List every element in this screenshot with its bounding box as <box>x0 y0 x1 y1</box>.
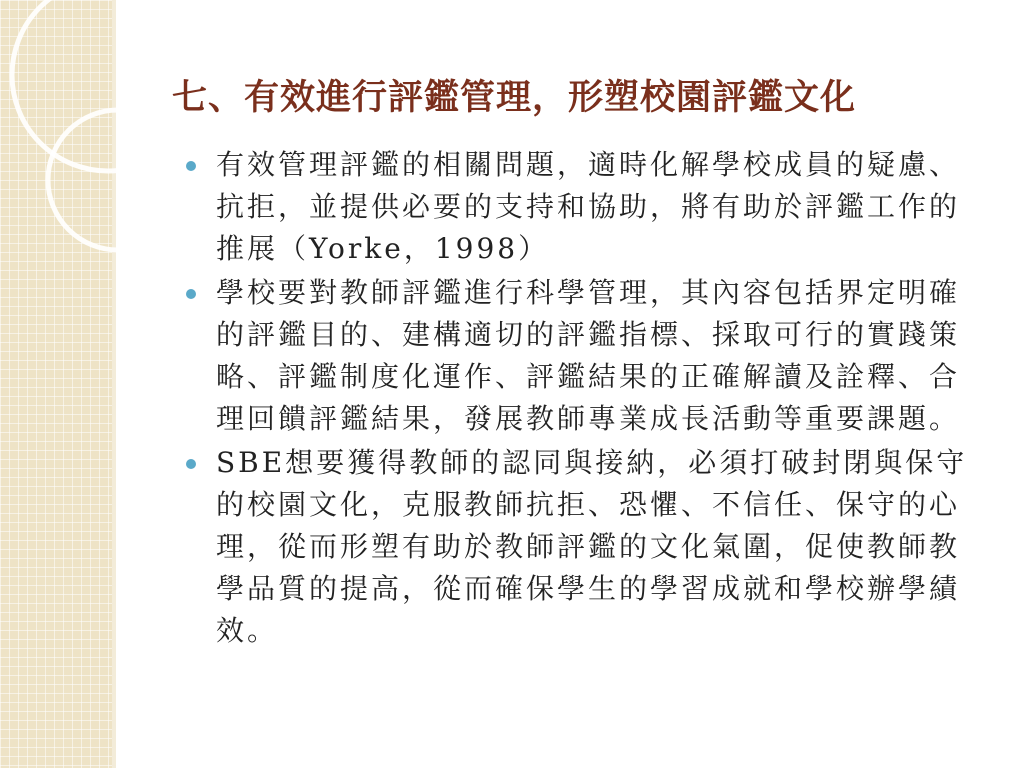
decorative-circles <box>0 0 200 300</box>
bullet-list <box>186 144 986 654</box>
slide-title: 七、有效進行評鑑管理，形塑校園評鑑文化 <box>172 78 857 118</box>
bullet-item <box>186 144 986 270</box>
bullet-text: SBE想要獲得教師的認同與接納，必須打破封閉與保守的校園文化，克服教師抗拒、恐懼、不信任、保守的心理，從而形塑有助於教師評鑑的文化氣圍，促使教師教學品質的提高，從而確保學生的學習成就和學校辦學績效。 <box>216 446 968 647</box>
bullet-item <box>186 442 986 652</box>
bullet-text: 學校要對教師評鑑進行科學管理，其內容包括界定明確的評鑑目的、建構適切的評鑑指標、採取可行的實踐策略、評鑑制度化運作、評鑑結果的正確解讀及詮釋、合理回饋評鑑結果，發展教師專業成長活動等重要課題。 <box>216 276 961 435</box>
bullet-text: 有效管理評鑑的相關問題，適時化解學校成員的疑慮、抗拒，並提供必要的支持和協助，將有助於評鑑工作的推展（Yorke，1998） <box>216 148 961 265</box>
bullet-dot-icon <box>186 289 196 299</box>
bullet-dot-icon <box>186 161 196 171</box>
bullet-item <box>186 272 986 440</box>
bullet-dot-icon <box>186 459 196 469</box>
